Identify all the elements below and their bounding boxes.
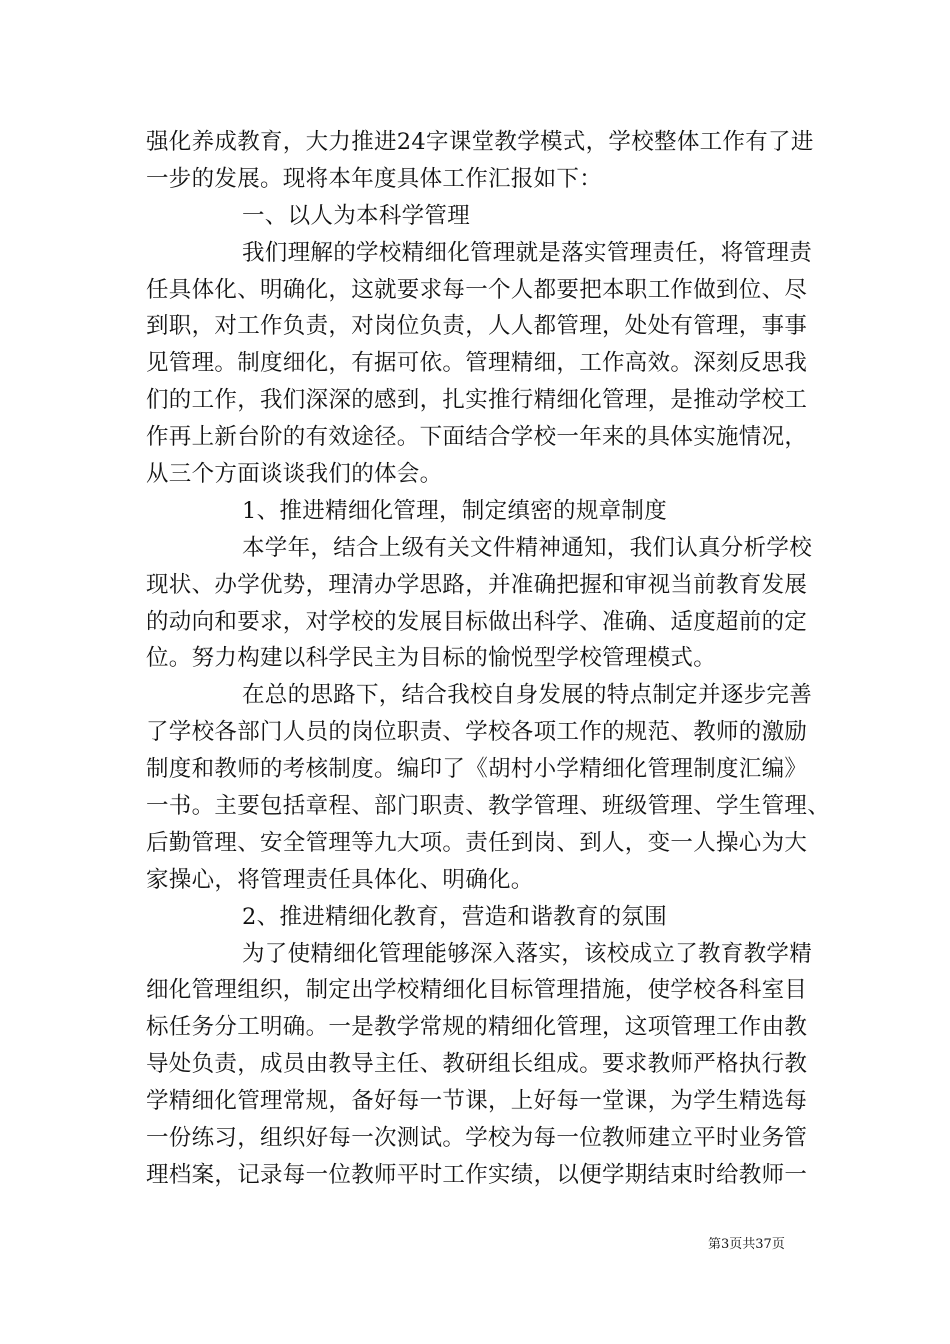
- subsection-heading: 2、推进精细化教育，营造和谐教育的氛围: [242, 903, 668, 930]
- page-number: 第3页共37页: [708, 1237, 785, 1252]
- text-line: 到职，对工作负责，对岗位负责，人人都管理，处处有管理，事事: [146, 313, 808, 340]
- text-line: 一书。主要包括章程、部门职责、教学管理、班级管理、学生管理、: [146, 793, 831, 820]
- text-line: 为了使精细化管理能够深入落实，该校成立了教育教学精: [242, 940, 813, 967]
- text-line: 本学年，结合上级有关文件精神通知，我们认真分析学校: [242, 534, 813, 561]
- text-line: 标任务分工明确。一是教学常规的精细化管理，这项管理工作由教: [146, 1014, 808, 1041]
- text-line: 见管理。制度细化，有据可依。管理精细，工作高效。深刻反思我: [146, 350, 808, 377]
- text-line: 现状、办学优势，理清办学思路，并准确把握和审视当前教育发展: [146, 571, 808, 598]
- text-line: 一份练习，组织好每一次测试。学校为每一位教师建立平时业务管: [146, 1125, 808, 1152]
- text-line: 从三个方面谈谈我们的体会。: [146, 461, 443, 488]
- text-line: 任具体化、明确化，这就要求每一个人都要把本职工作做到位、尽: [146, 276, 808, 303]
- text-line: 一步的发展。现将本年度具体工作汇报如下：: [146, 165, 603, 192]
- text-line: 们的工作，我们深深的感到，扎实推行精细化管理，是推动学校工: [146, 387, 808, 414]
- document-body: [146, 124, 836, 1194]
- text-line: 导处负责，成员由教导主任、教研组长组成。要求教师严格执行教: [146, 1051, 808, 1078]
- text-line: 家操心，将管理责任具体化、明确化。: [146, 866, 534, 893]
- text-line: 作再上新台阶的有效途径。下面结合学校一年来的具体实施情况，: [146, 424, 808, 451]
- subsection-heading: 1、推进精细化管理，制定缜密的规章制度: [242, 497, 668, 524]
- text-line: 强化养成教育，大力推进24字课堂教学模式，学校整体工作有了进: [146, 129, 814, 155]
- text-line: 了学校各部门人员的岗位职责、学校各项工作的规范、教师的激励: [146, 719, 808, 746]
- text-line: 位。努力构建以科学民主为目标的愉悦型学校管理模式。: [146, 645, 717, 672]
- text-line: 的动向和要求，对学校的发展目标做出科学、准确、适度超前的定: [146, 608, 808, 635]
- text-line: 我们理解的学校精细化管理就是落实管理责任，将管理责: [242, 239, 813, 266]
- text-line: 后勤管理、安全管理等九大项。责任到岗、到人，变一人操心为大: [146, 829, 808, 856]
- text-line: 理档案，记录每一位教师平时工作实绩，以便学期结束时给教师一: [146, 1161, 808, 1188]
- section-heading: 一、以人为本科学管理: [242, 202, 471, 229]
- text-line: 细化管理组织，制定出学校精细化目标管理措施，使学校各科室目: [146, 977, 808, 1004]
- text-line: 在总的思路下，结合我校自身发展的特点制定并逐步完善: [242, 682, 813, 709]
- text-line: 制度和教师的考核制度。编印了《胡村小学精细化管理制度汇编》: [146, 756, 808, 783]
- text-line: 学精细化管理常规，备好每一节课，上好每一堂课，为学生精选每: [146, 1088, 808, 1115]
